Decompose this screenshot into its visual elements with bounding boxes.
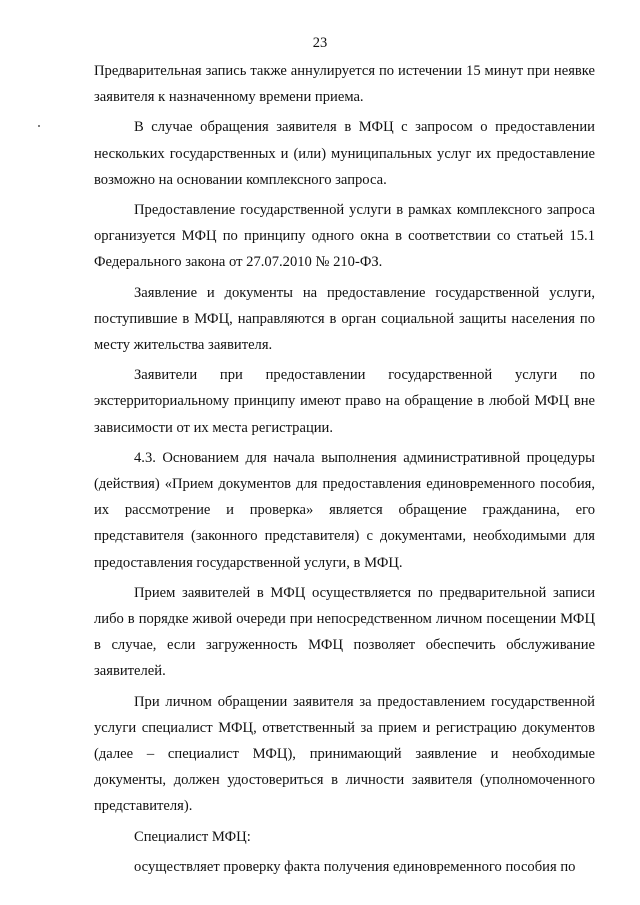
paragraph-1: Предварительная запись также аннулируется по истечении 15 минут при неявке заявителя к назначенному времени приема. bbox=[94, 63, 595, 106]
paragraph-2: В случае обращения заявителя в МФЦ с запросом о предоставлении нескольких государственных и (или) муниципальных услуг их предоставление возможно на основании комплексного запроса. bbox=[94, 119, 595, 188]
paragraph-4: Заявление и документы на предоставление государственной услуги, поступившие в МФЦ, направляются в орган социальной защиты населения по месту жительства заявителя. bbox=[94, 284, 595, 354]
page-number: 23 bbox=[312, 35, 328, 51]
paragraph-8: При личном обращении заявителя за предоставлением государственной услуги специалист МФЦ, ответственный за прием и регистрацию документов (далее – специалист МФЦ), принимающий заявление и необходимые документы, должен удостовериться в личности заявителя (уполномоченного представителя). bbox=[94, 693, 595, 815]
body-text bbox=[94, 58, 595, 884]
paragraph-9: Специалист МФЦ: bbox=[134, 828, 251, 845]
paragraph-3: Предоставление государственной услуги в рамках комплексного запроса организуется МФЦ по принципу одного окна в соответствии со статьей 15.1 Федерального закона от 27.07.2010 № 210-ФЗ. bbox=[94, 202, 595, 271]
paragraph-7: Прием заявителей в МФЦ осуществляется по предварительной записи либо в порядке живой очереди при непосредственном личном посещении МФЦ в случае, если загруженность МФЦ позволяет обеспечить обслуживание заявителей. bbox=[94, 584, 595, 680]
paragraph-6: 4.3. Основанием для начала выполнения административной процедуры (действия) «Прием документов для предоставления единовременного пособия, их рассмотрение и проверка» является обращение гражданина, его представителя (законного представителя) с документами, необходимыми для предоставления государственной услуги, в МФЦ. bbox=[94, 449, 595, 571]
paragraph-5: Заявители при предоставлении государственной услуги по экстерриториальному принципу имеют право на обращение в любой МФЦ вне зависимости от их места регистрации. bbox=[94, 367, 595, 436]
scan-speck bbox=[38, 125, 40, 127]
paragraph-10: осуществляет проверку факта получения единовременного пособия по bbox=[134, 858, 576, 875]
